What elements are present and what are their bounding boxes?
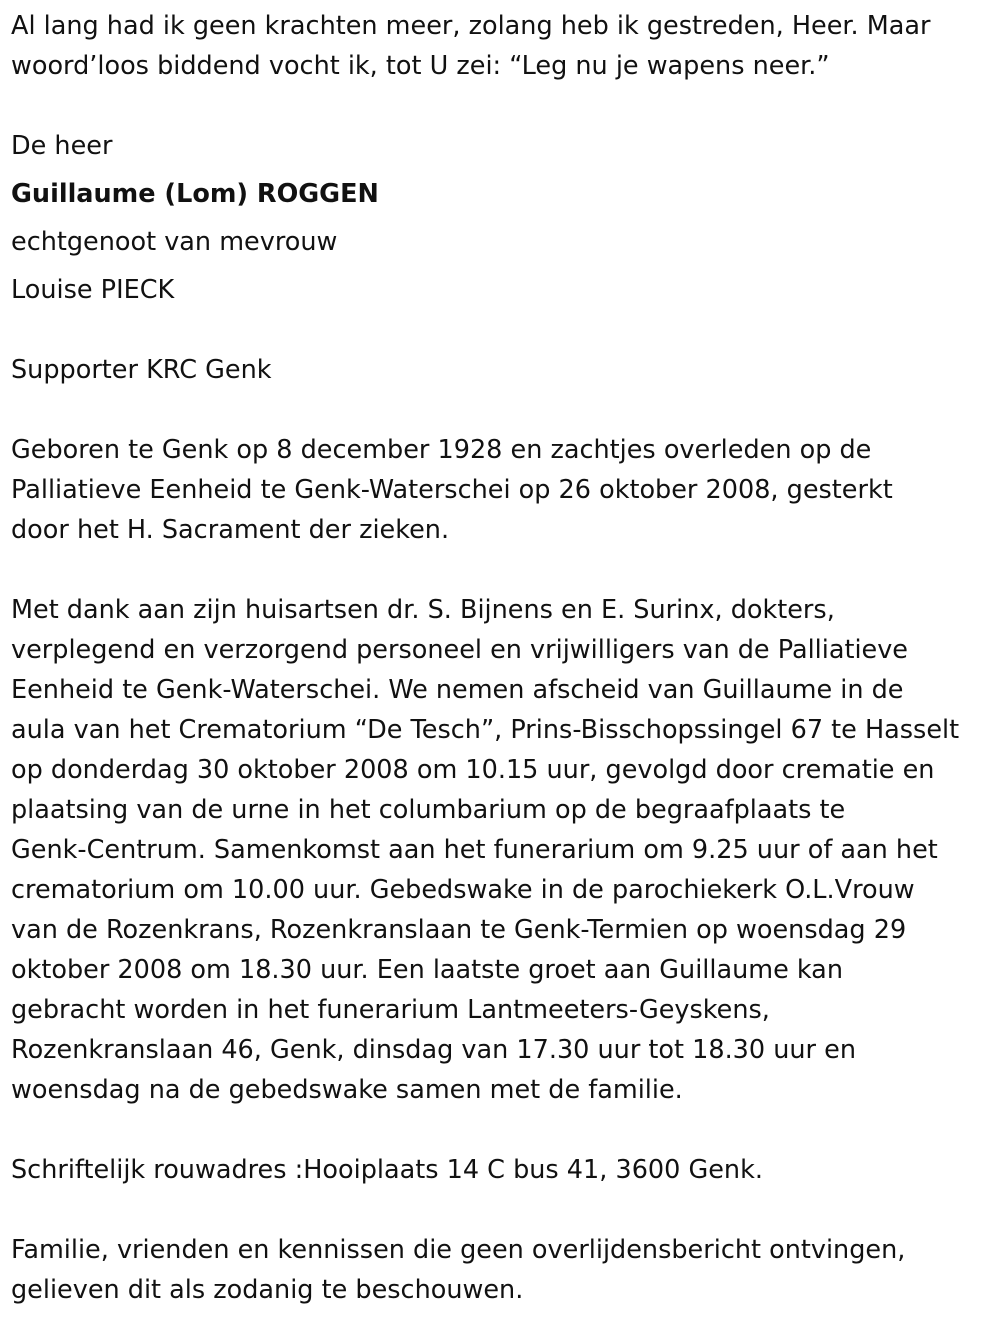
text-line: aula van het Crematorium “De Tesch”, Prins-Bisschopssingel 67 te Hasselt bbox=[11, 715, 960, 745]
mourning-address: Schriftelijk rouwadres :Hooiplaats 14 C bus 41, 3600 Genk. bbox=[11, 1155, 763, 1185]
spouse-intro: echtgenoot van mevrouw bbox=[11, 227, 338, 257]
text-line: Rozenkranslaan 46, Genk, dinsdag van 17.30 uur tot 18.30 uur en bbox=[11, 1035, 856, 1065]
text-line: verplegend en verzorgend personeel en vrijwilligers van de Palliatieve bbox=[11, 635, 908, 665]
spouse-name: Louise PIECK bbox=[11, 275, 175, 305]
text-line: van de Rozenkrans, Rozenkranslaan te Genk-Termien op woensdag 29 bbox=[11, 915, 907, 945]
spacer bbox=[11, 262, 991, 270]
text-line: op donderdag 30 oktober 2008 om 10.15 uur, gevolgd door crematie en bbox=[11, 755, 935, 785]
thanks-paragraph bbox=[11, 590, 991, 1110]
spacer bbox=[11, 1190, 991, 1230]
birth-death-paragraph bbox=[11, 430, 991, 550]
text-line: plaatsing van de urne in het columbarium op de begraafplaats te bbox=[11, 795, 846, 825]
spacer bbox=[11, 550, 991, 590]
poem-paragraph bbox=[11, 6, 991, 86]
spacer bbox=[11, 390, 991, 430]
spacer bbox=[11, 166, 991, 174]
text-line: crematorium om 10.00 uur. Gebedswake in de parochiekerk O.L.Vrouw bbox=[11, 875, 915, 905]
spacer bbox=[11, 214, 991, 222]
poem-line: Al lang had ik geen krachten meer, zolang heb ik gestreden, Heer. Maar bbox=[11, 11, 931, 41]
text-line: woensdag na de gebedswake samen met de familie. bbox=[11, 1075, 683, 1105]
spacer bbox=[11, 1110, 991, 1150]
text-line: gebracht worden in het funerarium Lantmeeters-Geyskens, bbox=[11, 995, 770, 1025]
text-line: Geboren te Genk op 8 december 1928 en zachtjes overleden op de bbox=[11, 435, 872, 465]
obituary-document bbox=[11, 6, 991, 1310]
deceased-name: Guillaume (Lom) ROGGEN bbox=[11, 179, 379, 209]
text-line: Genk-Centrum. Samenkomst aan het funerarium om 9.25 uur of aan het bbox=[11, 835, 938, 865]
text-line: gelieven dit als zodanig te beschouwen. bbox=[11, 1275, 524, 1305]
spacer bbox=[11, 86, 991, 126]
supporter-line: Supporter KRC Genk bbox=[11, 355, 272, 385]
text-line: Familie, vrienden en kennissen die geen overlijdensbericht ontvingen, bbox=[11, 1235, 906, 1265]
text-line: door het H. Sacrament der zieken. bbox=[11, 515, 450, 545]
poem-line: woord’loos biddend vocht ik, tot U zei: “Leg nu je wapens neer.” bbox=[11, 51, 830, 81]
text-line: Met dank aan zijn huisartsen dr. S. Bijnens en E. Surinx, dokters, bbox=[11, 595, 835, 625]
honorific: De heer bbox=[11, 131, 113, 161]
spacer bbox=[11, 310, 991, 350]
closing-paragraph bbox=[11, 1230, 991, 1310]
text-line: oktober 2008 om 18.30 uur. Een laatste groet aan Guillaume kan bbox=[11, 955, 843, 985]
text-line: Eenheid te Genk-Waterschei. We nemen afscheid van Guillaume in de bbox=[11, 675, 904, 705]
text-line: Palliatieve Eenheid te Genk-Waterschei op 26 oktober 2008, gesterkt bbox=[11, 475, 893, 505]
